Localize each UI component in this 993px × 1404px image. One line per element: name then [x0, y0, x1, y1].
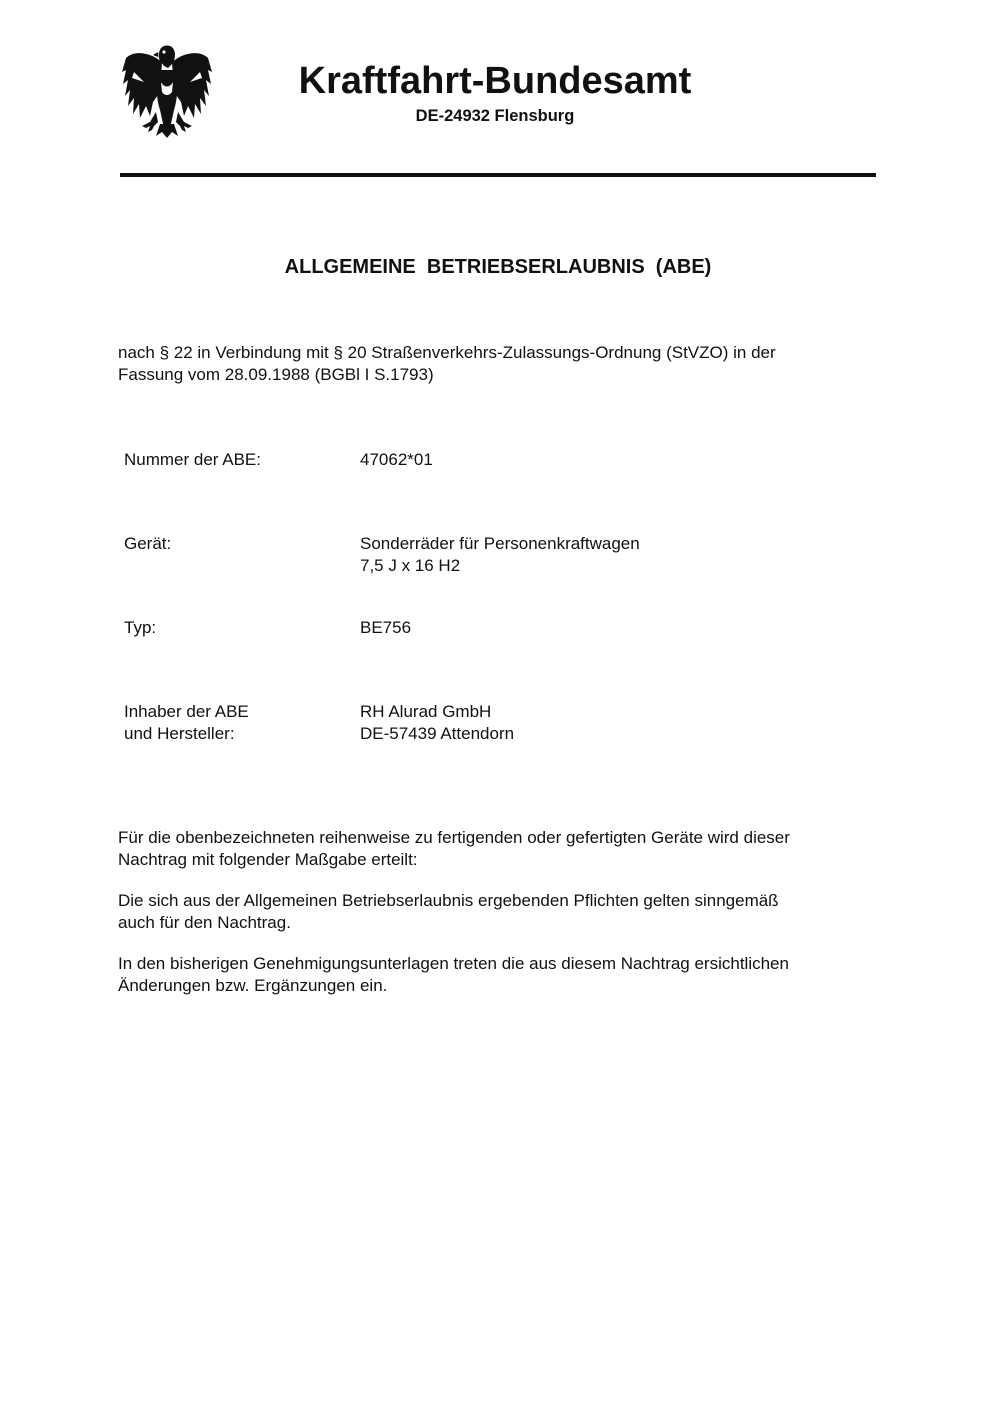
header-divider: [120, 173, 876, 177]
device-description: Sonderräder für Personenkraftwagen: [360, 534, 640, 553]
body-line: In den bisherigen Genehmigungsunterlagen treten die aus diesem Nachtrag ersichtlichen: [118, 954, 789, 973]
document-title: ALLGEMEINE BETRIEBSERLAUBNIS (ABE): [284, 256, 712, 278]
abe-number-label: Nummer der ABE:: [124, 450, 261, 469]
type-value: BE756: [360, 618, 412, 637]
legal-basis-line: Fassung vom 28.09.1988 (BGBl I S.1793): [118, 365, 434, 384]
abe-number-value: 47062*01: [360, 450, 433, 469]
body-line: auch für den Nachtrag.: [118, 913, 291, 932]
holder-label-line: und Hersteller:: [124, 724, 235, 743]
authority-address: DE-24932 Flensburg: [415, 107, 575, 125]
holder-label-line: Inhaber der ABE: [124, 702, 249, 721]
body-line: Nachtrag mit folgender Maßgabe erteilt:: [118, 850, 418, 869]
body-paragraph-2: [118, 890, 878, 934]
device-label: Gerät:: [124, 534, 172, 553]
holder-label: [124, 701, 249, 745]
body-line: Änderungen bzw. Ergänzungen ein.: [118, 976, 388, 995]
body-line: Die sich aus der Allgemeinen Betriebserlaubnis ergebenden Pflichten gelten sinngemäß: [118, 891, 779, 910]
holder-company: RH Alurad GmbH: [360, 702, 492, 721]
device-value: [360, 533, 640, 577]
body-line: Für die obenbezeichneten reihenweise zu fertigenden oder gefertigten Geräte wird dieser: [118, 828, 790, 847]
body-paragraph-3: [118, 953, 878, 997]
device-dimensions: 7,5 J x 16 H2: [360, 556, 461, 575]
body-paragraph-1: [118, 827, 878, 871]
holder-address: DE-57439 Attendorn: [360, 724, 515, 743]
federal-eagle-icon: [120, 42, 214, 138]
legal-basis-paragraph: [118, 342, 878, 386]
type-label: Typ:: [124, 618, 157, 637]
legal-basis-line: nach § 22 in Verbindung mit § 20 Straßenverkehrs-Zulassungs-Ordnung (StVZO) in der: [118, 343, 776, 362]
authority-name: Kraftfahrt-Bundesamt: [298, 60, 692, 102]
holder-value: [360, 701, 514, 745]
